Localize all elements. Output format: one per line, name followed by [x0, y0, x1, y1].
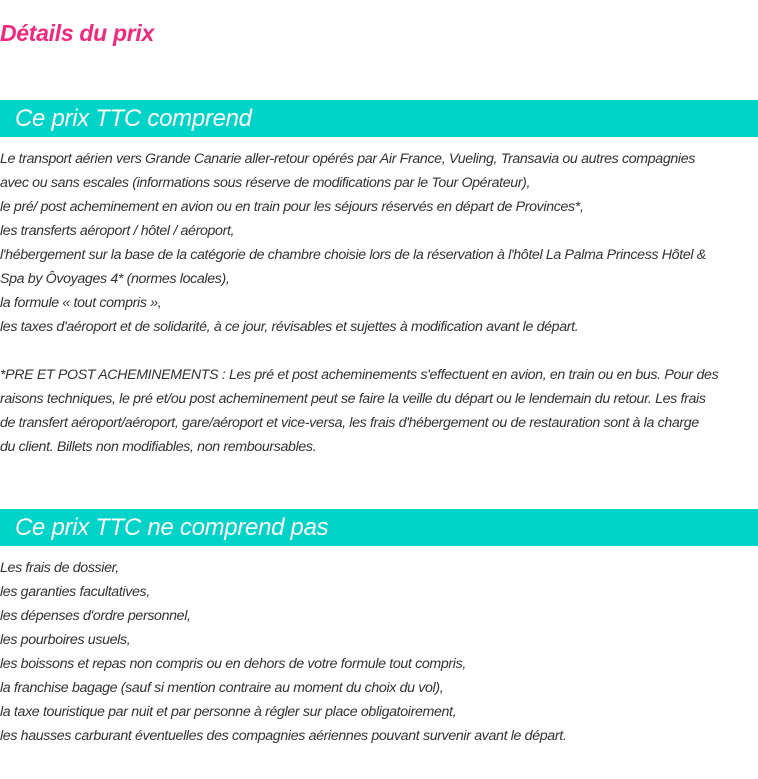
- acheminement-note-line: du client. Billets non modifiables, non remboursables.: [0, 439, 317, 455]
- excludes-line: les pourboires usuels,: [0, 632, 131, 648]
- includes-line: la formule « tout compris »,: [0, 295, 162, 311]
- excludes-line: les garanties facultatives,: [0, 584, 150, 600]
- includes-line: les taxes d'aéroport et de solidarité, à ce jour, révisables et sujettes à modification avant le départ.: [0, 319, 579, 335]
- includes-line: l'hébergement sur la base de la catégorie de chambre choisie lors de la réservation à l'hôtel La Palma Princess Hôtel &: [0, 247, 706, 263]
- excludes-line: les dépenses d'ordre personnel,: [0, 608, 191, 624]
- includes-line: avec ou sans escales (informations sous réserve de modifications par le Tour Opérateur),: [0, 175, 531, 191]
- page-title: Détails du prix: [0, 20, 154, 46]
- excludes-line: la franchise bagage (sauf si mention contraire au moment du choix du vol),: [0, 680, 444, 696]
- excludes-list: [0, 556, 758, 748]
- includes-line: le pré/ post acheminement en avion ou en train pour les séjours réservés en départ de Provinces*,: [0, 199, 584, 215]
- includes-line: Le transport aérien vers Grande Canarie aller-retour opérés par Air France, Vueling, Transavia ou autres compagnies: [0, 151, 695, 167]
- includes-list: [0, 147, 758, 459]
- excludes-line: les boissons et repas non compris ou en dehors de votre formule tout compris,: [0, 656, 466, 672]
- excludes-line: la taxe touristique par nuit et par personne à régler sur place obligatoirement,: [0, 704, 457, 720]
- acheminement-note-line: *PRE ET POST ACHEMINEMENTS : Les pré et post acheminements s'effectuent en avion, en train ou en bus. Pour des: [0, 367, 719, 383]
- includes-line: Spa by Ôvoyages 4* (normes locales),: [0, 271, 230, 287]
- includes-section-header: Ce prix TTC comprend: [0, 100, 758, 137]
- includes-line: les transferts aéroport / hôtel / aéroport,: [0, 223, 235, 239]
- excludes-section-header: Ce prix TTC ne comprend pas: [0, 509, 758, 546]
- acheminement-note-line: de transfert aéroport/aéroport, gare/aéroport et vice-versa, les frais d'hébergement ou de restauration sont à la charge: [0, 415, 699, 431]
- excludes-line: Les frais de dossier,: [0, 560, 119, 576]
- paragraph-spacer: [0, 339, 758, 363]
- acheminement-note-line: raisons techniques, le pré et/ou post acheminement peut se faire la veille du départ ou le lendemain du retour. Les frais: [0, 391, 706, 407]
- excludes-line: les hausses carburant éventuelles des compagnies aériennes pouvant survenir avant le départ.: [0, 728, 567, 744]
